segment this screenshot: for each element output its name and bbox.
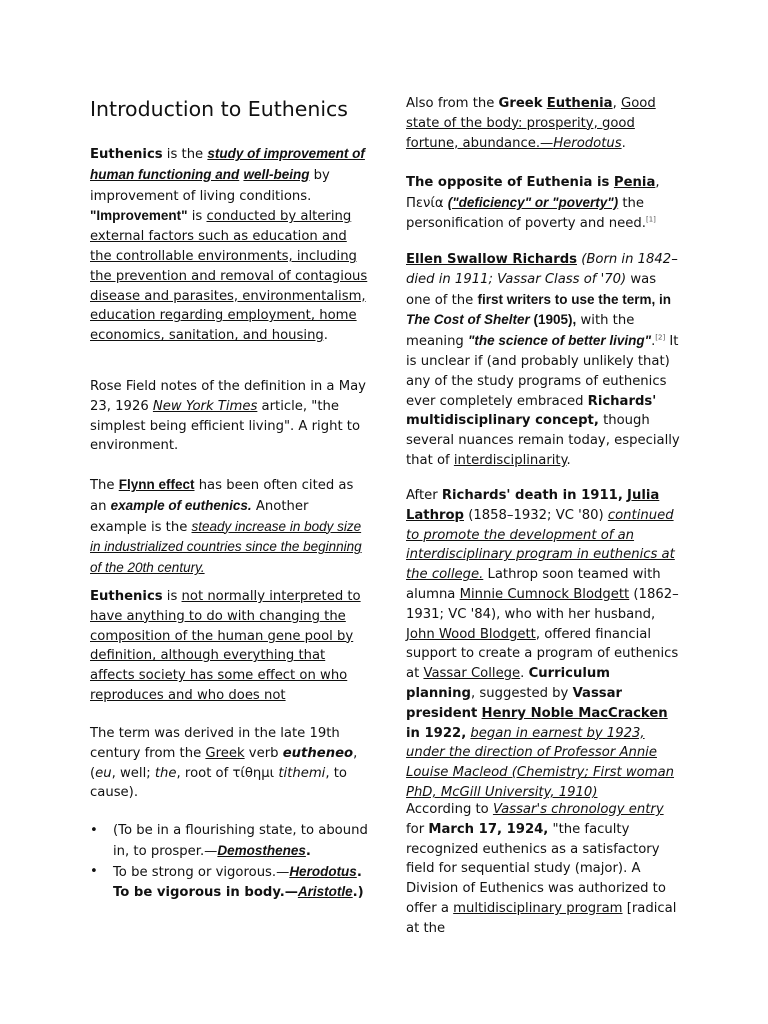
text: The term was derived in the late 19th century from the — [90, 726, 340, 761]
text: (Born in 1842–died in 1911; Vassar Class of '70) — [406, 252, 678, 287]
text: , Πενία — [406, 175, 660, 211]
text: . — [621, 135, 626, 151]
text: , well; — [111, 765, 155, 781]
link-well-being[interactable]: well-being — [243, 166, 310, 182]
link-body-size-increase[interactable]: steady increase in body size in industrialized countries since the beginning of the 20th century. — [90, 518, 362, 576]
link-vassar-chronology[interactable]: Vassar's chronology entry — [492, 802, 664, 817]
link-study-of-improvement[interactable]: study of improvement of human functioning and — [90, 146, 365, 182]
link-henry-noble-maccracken[interactable]: Henry Noble MacCracken — [481, 705, 668, 721]
meaning-list — [90, 821, 368, 903]
text: is — [162, 589, 182, 604]
text: After — [406, 488, 442, 503]
text: . — [566, 452, 571, 468]
text: article, "the simplest being efficient living". A right to environment. — [90, 398, 361, 454]
text: the personification of poverty and need. — [406, 195, 646, 231]
text: . — [651, 334, 656, 350]
text: (To be in a flourishing state, to abound in, to prosper.— — [113, 823, 368, 859]
footnote-1[interactable]: [1] — [645, 215, 656, 224]
link-herodotus[interactable]: Herodotus — [553, 135, 622, 151]
term-euthenics: Euthenics — [90, 589, 163, 604]
text: is the — [162, 147, 208, 162]
text: , ( — [90, 745, 358, 781]
term-eutheneo: eutheneo — [282, 745, 354, 761]
link-euthenia[interactable]: Euthenia — [546, 96, 613, 111]
link-julia-lathrop[interactable]: Julia Lathrop — [406, 488, 660, 523]
term-science-of-better-living: "the science of better living" — [467, 333, 652, 349]
link-herodotus[interactable]: Herodotus — [289, 863, 357, 879]
text: eu — [95, 765, 112, 781]
text: The — [90, 478, 119, 493]
text: though several nuances remain today, especially that of — [406, 413, 680, 468]
text: , suggested by — [471, 685, 573, 701]
text: , — [612, 96, 621, 111]
text: "the faculty recognized euthenics as a satisfactory field for sequential study (major). A Division of Euthenics was authorized to offer a — [406, 821, 666, 916]
lathrop-paragraph — [406, 486, 682, 803]
text: by improvement of living conditions. — [90, 167, 330, 204]
link-ellen-swallow-richards[interactable]: Ellen Swallow Richards — [406, 252, 577, 267]
text: , root of τίθημι — [176, 765, 279, 781]
gene-pool-paragraph — [90, 587, 368, 706]
term-euthenics: Euthenics — [90, 147, 163, 162]
link-continued-to-promote[interactable]: continued to promote the development of an interdisciplinary program in euthenics at the college. — [406, 507, 675, 583]
text: , to cause). — [90, 765, 347, 801]
link-began-in-earnest[interactable]: began in earnest by 1923, under the direction of Professor Annie Louise Macleod (Chemistry; First woman PhD, McGill University, 1910) — [406, 725, 675, 800]
term-curriculum-planning: Curriculum planning — [406, 666, 611, 701]
term-vassar-president: Vassar president — [406, 685, 623, 721]
text: first writers to use the term, in — [477, 291, 672, 307]
text: Also from the — [406, 96, 499, 111]
text: Lathrop soon teamed with alumna — [406, 567, 661, 602]
link-deficiency-or-poverty[interactable]: ("deficiency" or "poverty") — [447, 194, 619, 210]
text: has been often cited as an — [90, 478, 354, 514]
etymology-paragraph — [90, 724, 368, 803]
text: in 1922, — [406, 725, 467, 741]
text: Another example is the — [90, 498, 309, 535]
text: , offered financial support to create a program of euthenics at — [406, 626, 679, 682]
text: is — [187, 209, 207, 225]
link-not-normally-interpreted[interactable]: not normally interpreted to have anything to do with changing the composition of the human gene pool by definition, although everything that affects society has some effect on who reproduces and who does not — [90, 589, 361, 703]
text: . To be vigorous in body.— — [113, 864, 362, 901]
term-improvement: "Improvement" — [90, 208, 188, 224]
text: . — [520, 666, 529, 682]
term-opposite: The opposite of Euthenia is — [406, 175, 614, 190]
link-penia[interactable]: Penia — [613, 175, 656, 190]
chronology-paragraph — [406, 800, 682, 939]
link-vassar-college[interactable]: Vassar College — [423, 666, 521, 682]
term-greek: Greek — [498, 96, 543, 111]
text: According to — [406, 802, 493, 817]
link-external-factors[interactable]: conducted by altering external factors such as education and the controllable environments, including the prevention and removal of contagious disease and parasites, environmentalism, education regarding employment, home economics, sanitation, and housing — [90, 209, 368, 344]
text: the — [154, 765, 177, 781]
text: (1905), — [529, 312, 577, 328]
link-aristotle[interactable]: Aristotle — [297, 884, 353, 900]
text: tithemi — [278, 765, 326, 781]
text: verb — [244, 745, 283, 761]
link-multidisciplinary-program[interactable]: multidisciplinary program — [453, 900, 623, 916]
euthenia-paragraph — [406, 94, 682, 153]
term-cost-of-shelter: The Cost of Shelter — [406, 312, 530, 328]
page-title: Introduction to Euthenics — [90, 97, 348, 121]
term-richards-death: Richards' death in 1911, — [441, 488, 623, 503]
list-item — [90, 862, 368, 904]
text: [radical at the — [406, 900, 677, 936]
ellen-richards-paragraph — [406, 250, 682, 471]
penia-paragraph — [406, 173, 682, 233]
link-minnie-cumnock-blodgett[interactable]: Minnie Cumnock Blodgett — [459, 586, 630, 602]
bullet-icon: • — [90, 823, 98, 838]
term-example-of-euthenics: example of euthenics. — [110, 497, 252, 513]
link-good-state-of-body[interactable]: Good state of the body: prosperity, good fortune, abundance.— — [406, 96, 656, 151]
text: .) — [352, 885, 364, 901]
link-greek[interactable]: Greek — [205, 745, 245, 761]
text: with the meaning — [406, 313, 635, 350]
rose-field-paragraph — [90, 377, 368, 456]
footnote-2[interactable]: [2] — [655, 333, 666, 342]
text: (1862–1931; VC '84), who with her husband, — [406, 586, 679, 622]
link-demosthenes[interactable]: Demosthenes — [217, 842, 306, 858]
bullet-icon: • — [90, 863, 98, 879]
link-new-york-times[interactable]: New York Times — [152, 398, 258, 414]
text: (1858–1932; VC '80) — [464, 507, 608, 523]
link-john-wood-blodgett[interactable]: John Wood Blodgett — [406, 626, 536, 642]
text: It is unclear if (and probably unlikely that) any of the study programs of euthenics ever completely embraced — [406, 334, 679, 409]
text: To be strong or vigorous.— — [113, 864, 290, 880]
term-march-17-1924: March 17, 1924, — [428, 821, 549, 837]
euthenics-definition-paragraph — [90, 144, 368, 346]
term-multidisciplinary-concept: Richards' multidisciplinary concept, — [406, 393, 657, 429]
text: for — [406, 821, 429, 837]
flynn-effect-paragraph — [90, 475, 368, 579]
link-flynn-effect[interactable]: Flynn effect — [118, 477, 195, 492]
text: was one of the — [406, 271, 657, 308]
list-item — [90, 821, 368, 862]
text: Rose Field notes of the definition in a May 23, 1926 — [90, 379, 366, 414]
text: . — [305, 843, 311, 859]
link-interdisciplinarity[interactable]: interdisciplinarity — [453, 452, 567, 468]
text: . — [323, 328, 328, 344]
